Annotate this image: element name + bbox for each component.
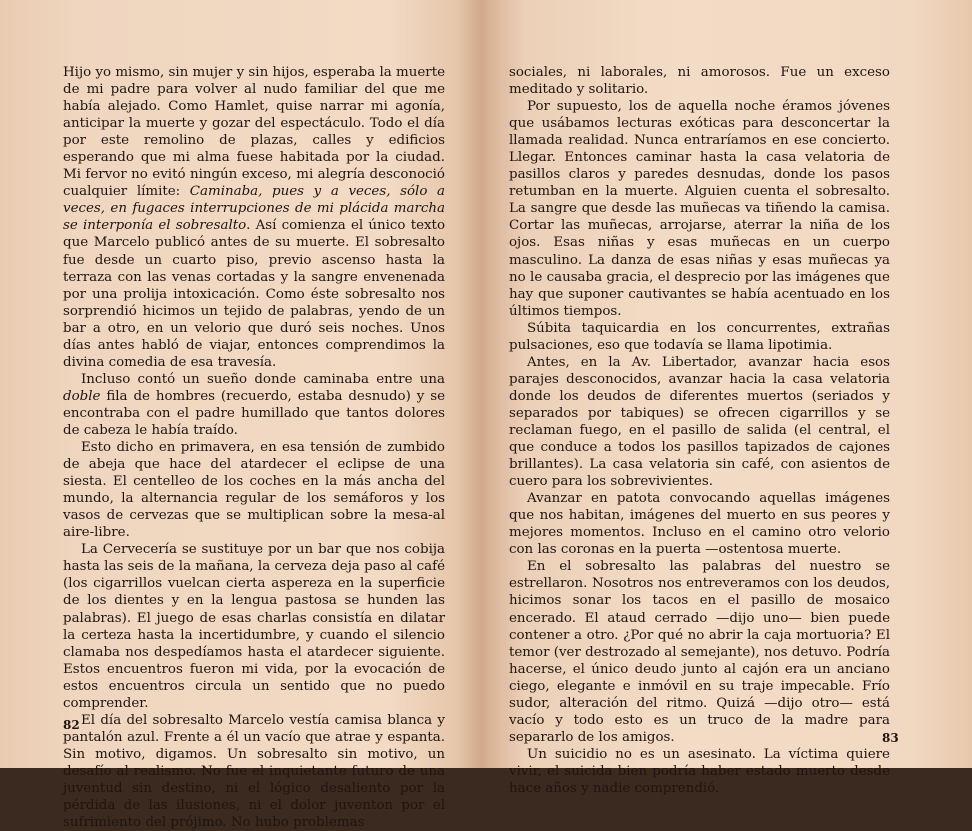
text-run: sociales, ni laborales, ni amorosos. Fue un exceso meditado y solitario. (509, 65, 890, 98)
text-run: Esto dicho en primavera, en esa tensión de zumbido de abeja que hace del atardecer el eclipse de una siesta. El centelleo de los coches en la más ancha del mundo, la alternancia regular de los semáforos y los vasos de cervezas que se multiplican sobre la mesa-al aire-libre. (63, 440, 445, 541)
paragraph (63, 541, 445, 711)
paragraph (509, 354, 890, 490)
text-run: El día del sobresalto Marcelo vestía camisa blanca y pantalón azul. Frente a él un vacío que atrae y espanta. Sin motivo, digamos. Un sobresalto sin motivo, un desafío al realismo. No fue el inquietante futuro de una juventud sin destino, ni el lógico desaliento por la pérdida de las ilusiones, ni el dolor juventon por el sufrimiento del prójimo. No hubo problemas (63, 712, 445, 831)
paragraph (63, 371, 445, 439)
page-number-left: 82 (63, 718, 80, 732)
paragraph (63, 64, 445, 371)
text-run: Un suicidio no es un asesinato. La víctima quiere vivir, el suicida bien podría haber estado muerto desde hace años y nadie comprendió. (509, 746, 890, 796)
text-run: Por supuesto, los de aquella noche éramos jóvenes que usábamos lecturas exóticas para desconcertar la llamada realidad. Nunca entraríamos en ese concierto. Llegar. Entonces caminar hasta la casa velatoria de pasillos claros y paredes desnudas, donde los pasos retumban en la muerte. Alguien cuenta el sobresalto. La sangre que desde las muñecas va tiñendo la camisa. Cortar las muñecas, arrojarse, aterrar la niña de los ojos. Esas niñas y esas muñecas en un cuerpo masculino. La danza de esas niñas y esas muñecas ya no le causaba gracia, el desprecio por las imágenes que hay que suponer cautivantes se había acentuado en los últimos tiempos. (509, 99, 890, 319)
text-run: Avanzar en patota convocando aquellas imágenes que nos habitan, imágenes del muerto en sus peores y mejores momentos. Incluso en el camino otro velorio con las coronas en la puerta —ostentosa muerte. (509, 491, 890, 558)
text-run: fila de hombres (recuerdo, estaba desnudo) y se encontraba con el padre humillado que tantos dolores de cabeza le había traído. (63, 388, 445, 438)
text-run: . Así comienza el único texto que Marcelo publicó antes de su muerte. El sobresalto fue desde un cuarto piso, previo ascenso hasta la terraza con las venas cortadas y la sangre envenenada por una prolija intoxicación. Como éste sobresalto nos sorprendió hicimos un tejido de palabras, yendo de un bar a otro, en un velorio que duró seis noches. Unos días antes habló de viajar, entonces comprendimos la divina comedia de esa travesía. (63, 218, 446, 370)
paragraph (509, 746, 890, 797)
text-run: La Cervecería se sustituye por un bar que nos cobija hasta las seis de la mañana, la cerveza deja paso al café (los cigarrillos vuelcan cierta aspereza en la superficie de los dientes y en la lengua pastosa se hunden las palabras). El juego de esas charlas consistía en dilatar la certeza hasta la incertidumbre, y cuando el silencio clamaba nos despedíamos hasta el atardecer siguiente. Estos encuentros fueron mi vida, por la evocación de estos encuentros circula un sentido que no puedo comprender. (63, 542, 445, 711)
italic-text: Caminaba, pues y a veces, sólo a veces, en fugaces interrupciones de mi plácida marcha se interponía el sobresalto (63, 184, 445, 234)
paragraph (509, 320, 890, 354)
paragraph (63, 712, 445, 831)
text-run: En el sobresalto las palabras del nuestro se estrellaron. Nosotros nos entreveramos con los deudos, hicimos sonar los tacos en el pasillo de mosaico encerado. El ataud cerrado —dijo uno— bien puede contener a otro. ¿Por qué no abrir la caja mortuoria? El temor (ver destrozado al semejante), nos detuvo. Podría hacerse, el único deudo junto al cajón era un anciano ciego, elegante e inmóvil en su traje impecable. Frío sudor, alteración del ritmo. Quizá —dijo otro— está vacío y todo esto es un truco de la madre para separarlo de los amigos. (509, 559, 890, 745)
text-run: Antes, en la Av. Libertador, avanzar hacia esos parajes desconocidos, avanzar hacia la casa velatoria donde los deudos de diferentes muertos (seriados y separados por tabiques) se ofrecen cigarrillos y se reclaman fuego, en el pasillo de salida (el central, el que conduce a todos los pasillos tapizados de cajones brillantes). La casa velatoria sin café, con asientos de cuero para los sobrevivientes. (509, 354, 890, 490)
paragraph (509, 490, 890, 558)
text-run: Incluso contó un sueño donde caminaba entre una (81, 371, 445, 387)
page-number-right: 83 (882, 731, 899, 745)
right-page (509, 64, 890, 797)
italic-text: doble (63, 388, 101, 404)
text-run: Hijo yo mismo, sin mujer y sin hijos, esperaba la muerte de mi padre para volver al nudo familiar del que me había alejado. Como Hamlet, quise narrar mi agonía, anticipar la muerte y gozar del espectáculo. Todo el día por este remolino de plazas, calles y edificios esperando que mi alma fuese habitada por la ciudad. Mi fervor no evitó ningún exceso, mi alegría desconoció cualquier límite: (63, 65, 445, 200)
paragraph (509, 558, 890, 746)
paragraph (509, 64, 890, 98)
paragraph (509, 98, 890, 320)
text-run: Súbita taquicardia en los concurrentes, extrañas pulsaciones, eso que todavía se llama lipotimia. (509, 320, 890, 353)
left-page (63, 64, 445, 831)
paragraph (63, 439, 445, 541)
